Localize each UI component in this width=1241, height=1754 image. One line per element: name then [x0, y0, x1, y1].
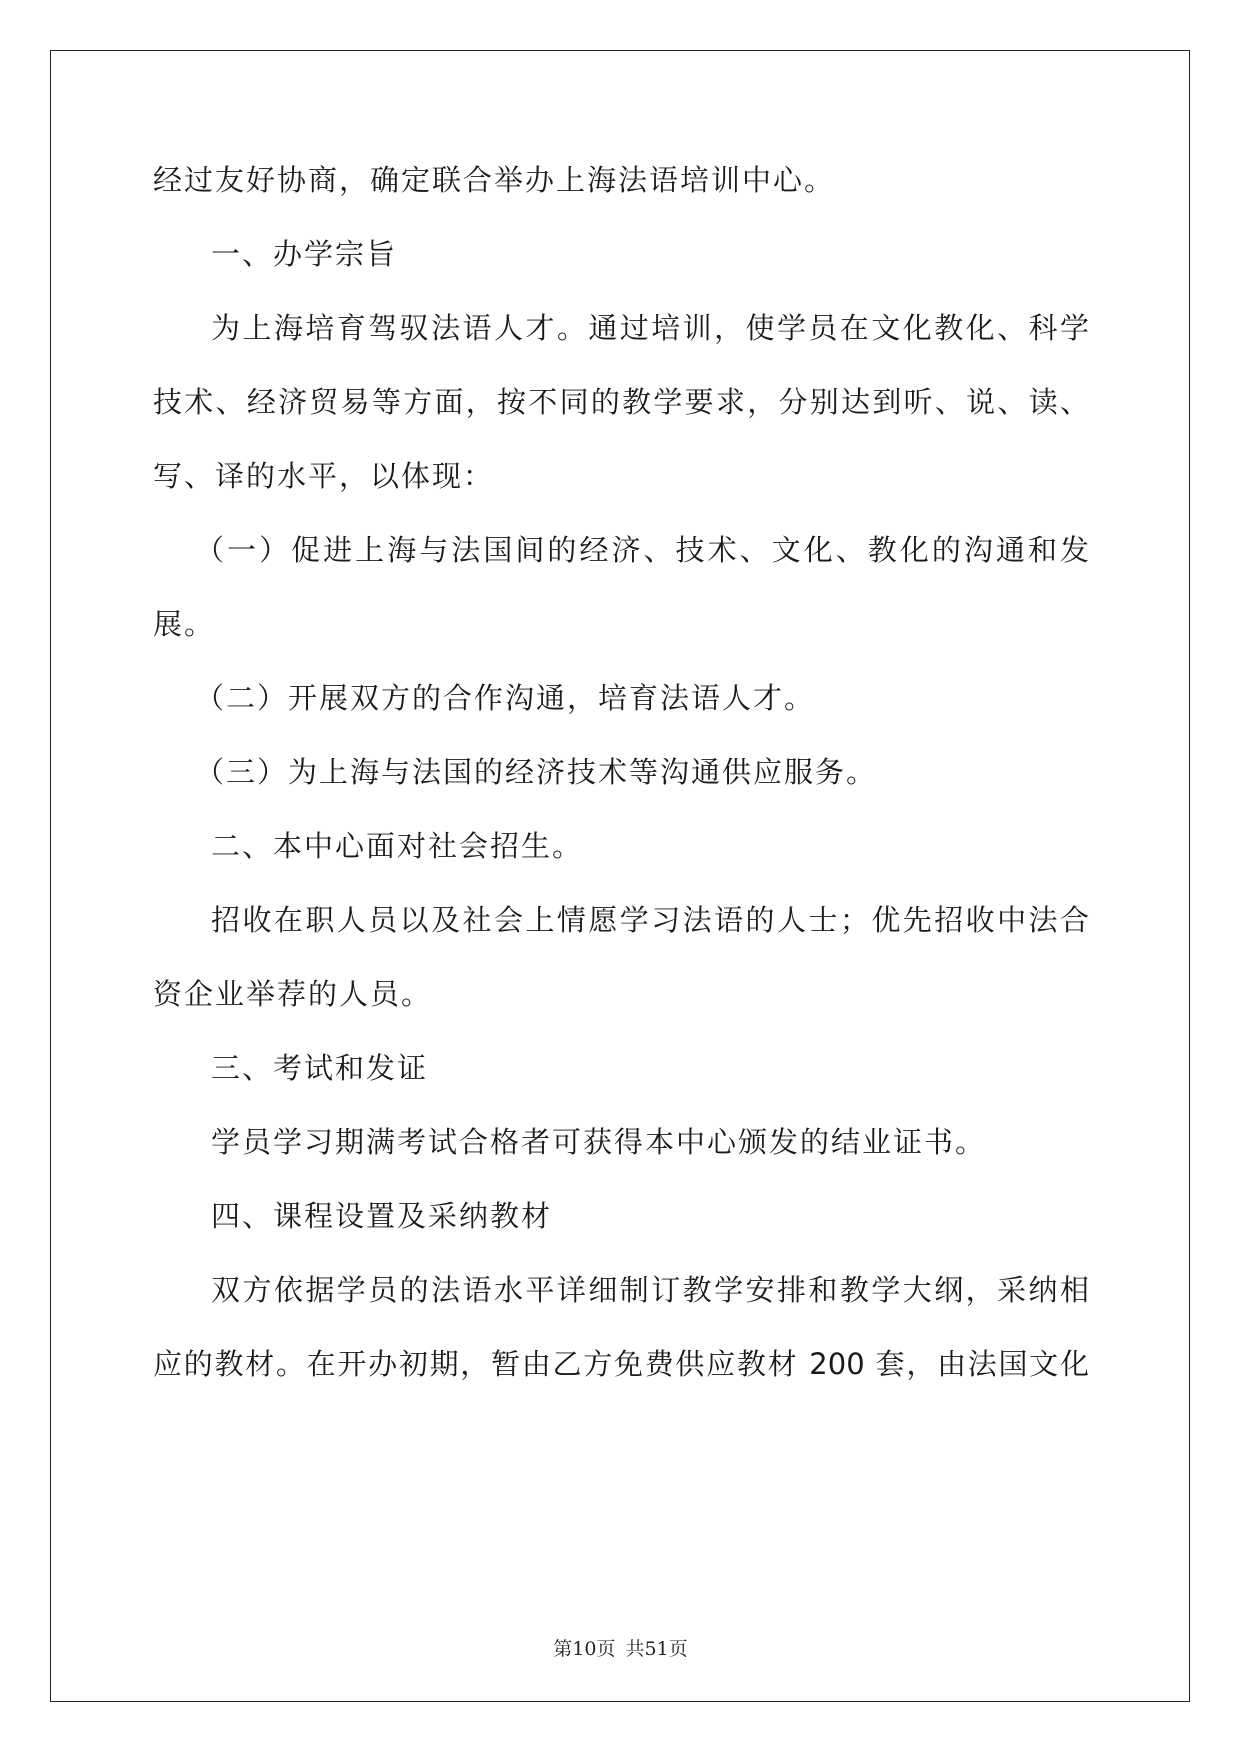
text-line: 经过友好协商，确定联合举办上海法语培训中心。 — [153, 163, 836, 197]
section-heading: 一、办学宗旨 — [211, 237, 398, 271]
paragraph-line: 应的教材。在开办初期，暂由乙方免费供应教材 200 套，由法国文化 — [153, 1347, 1089, 1381]
paragraph-line: 资企业举荐的人员。 — [153, 977, 433, 1011]
paragraph-line: 技术、经济贸易等方面，按不同的教学要求，分别达到听、说、读、 — [153, 385, 1089, 419]
list-item-line: （三）为上海与法国的经济技术等沟通供应服务。 — [195, 755, 878, 789]
page-footer — [0, 1634, 1241, 1661]
list-item-line: （一）促进上海与法国间的经济、技术、文化、教化的沟通和发 — [195, 533, 1089, 567]
total-pages: 共51页 — [625, 1638, 688, 1660]
section-heading: 二、本中心面对社会招生。 — [211, 829, 584, 863]
list-item-line: （二）开展双方的合作沟通，培育法语人才。 — [195, 681, 816, 715]
paragraph-line: 写、译的水平，以体现： — [153, 459, 495, 493]
page-border — [50, 50, 1190, 1702]
paragraph-line: 双方依据学员的法语水平详细制订教学安排和教学大纲，采纳相 — [211, 1273, 1089, 1307]
paragraph-line: 为上海培育驾驭法语人才。通过培训，使学员在文化教化、科学 — [211, 311, 1089, 345]
section-heading: 四、课程设置及采纳教材 — [211, 1199, 553, 1233]
list-item-line: 展。 — [153, 607, 216, 641]
paragraph-line: 学员学习期满考试合格者可获得本中心颁发的结业证书。 — [211, 1125, 987, 1159]
page-number: 第10页 — [553, 1638, 616, 1660]
section-heading: 三、考试和发证 — [211, 1051, 429, 1085]
paragraph-line: 招收在职人员以及社会上情愿学习法语的人士；优先招收中法合 — [211, 903, 1089, 937]
